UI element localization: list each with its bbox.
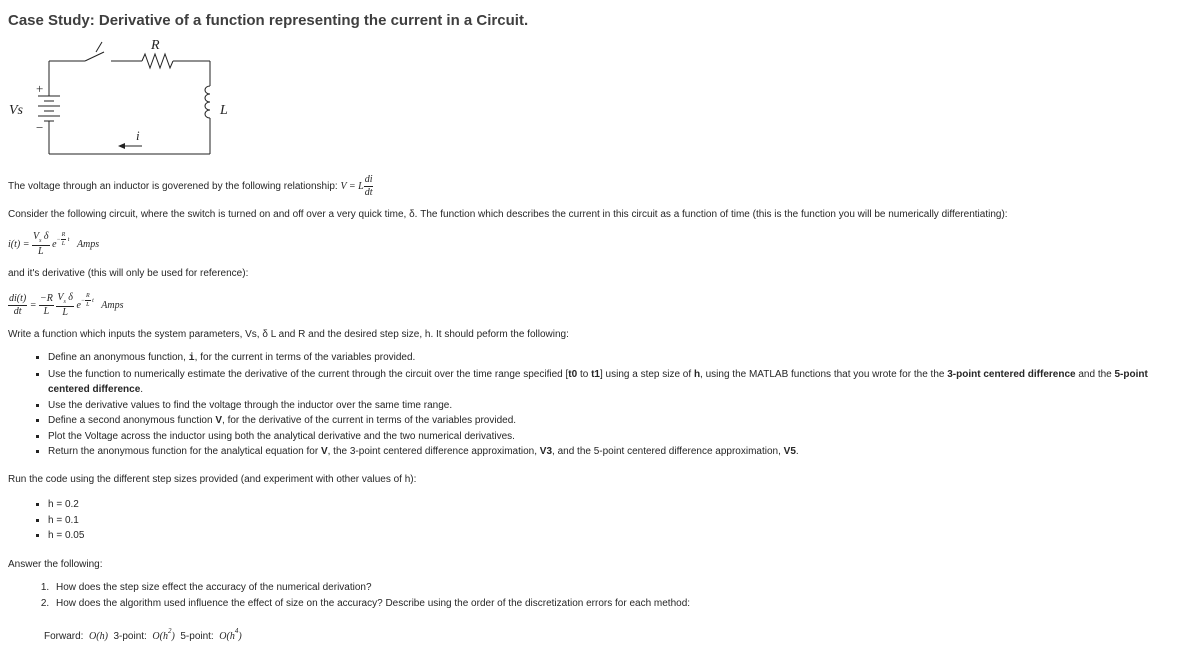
run-paragraph: Run the code using the different step sizes provided (and experiment with other values of h): bbox=[8, 474, 417, 485]
question-list bbox=[52, 580, 1152, 611]
current-equation: i(t) = $\frac{V_s \delta}{L}$ $e^{- \frac{R}{L} t}$ Amps bbox=[8, 231, 100, 258]
list-item: h = 0.1 bbox=[36, 513, 84, 529]
step-size-list bbox=[36, 497, 84, 544]
list-item: h = 0.05 bbox=[36, 528, 84, 544]
list-item: 2. How does the algorithm used influence the effect of size on the accuracy? Describe using the order of the discretization errors for each method: bbox=[52, 596, 1152, 612]
list-item: Use the derivative values to find the voltage through the inductor over the same time range. bbox=[36, 398, 1186, 414]
task-list bbox=[36, 350, 1186, 460]
consider-paragraph: Consider the following circuit, where the switch is turned on and off over a very quick time, δ. The function which describes the current in this circuit as a function of time (this is the function you will be numerically differentiating): bbox=[8, 209, 1008, 220]
inductor-label: L bbox=[220, 103, 228, 118]
list-item: Define an anonymous function, i, for the current in terms of the variables provided. bbox=[36, 350, 1186, 367]
list-item: Plot the Voltage across the inductor using both the analytical derivative and the two numerical derivatives. bbox=[36, 429, 1186, 445]
circuit-diagram bbox=[0, 30, 240, 160]
resistor-label: R bbox=[151, 38, 160, 53]
list-item: Return the anonymous function for the analytical equation for V, the 3-point centered difference approximation, V3, and the 5-point centered difference approximation, V5. bbox=[36, 444, 1186, 460]
voltage-paragraph: The voltage through an inductor is goverened by the following relationship: V = L $\frac{di}{dt}$ bbox=[8, 174, 373, 198]
instructions-paragraph: Write a function which inputs the system parameters, Vs, δ L and R and the desired step size, h. It should peform the following: bbox=[8, 329, 569, 340]
plus-sign: + bbox=[36, 81, 44, 96]
derivative-paragraph: and it's derivative (this will only be used for reference): bbox=[8, 268, 249, 279]
list-item: Use the function to numerically estimate the derivative of the current through the circuit over the time range specified [t0 to t1] using a step size of h, using the MATLAB functions that you wrote for the the 3-point centered difference and the 5-point centered difference. bbox=[36, 367, 1186, 398]
page-title: Case Study: Derivative of a function representing the current in a Circuit. bbox=[8, 12, 529, 29]
list-item: h = 0.2 bbox=[36, 497, 84, 513]
derivative-equation: $\frac{di(t)}{dt}$ = $\frac{-R}{L}$ $\frac{V_s \delta}{L}$ $e^{- \frac{R}{L} t}$ Amps bbox=[9, 292, 124, 319]
answer-paragraph: Answer the following: bbox=[8, 559, 103, 570]
minus-sign: − bbox=[36, 120, 44, 135]
list-item: Define a second anonymous function V, for the derivative of the current in terms of the variables provided. bbox=[36, 413, 1186, 429]
voltage-equation: V = L $\frac{di}{dt}$ bbox=[340, 174, 373, 198]
source-label: Vs bbox=[9, 103, 23, 118]
error-orders: Forward: O(h) 3-point: $O(h^2)$ 5-point: $O(h^4)$ bbox=[44, 627, 242, 642]
list-item: 1. How does the step size effect the accuracy of the numerical derivation? bbox=[52, 580, 1152, 596]
current-label: i bbox=[136, 128, 140, 143]
